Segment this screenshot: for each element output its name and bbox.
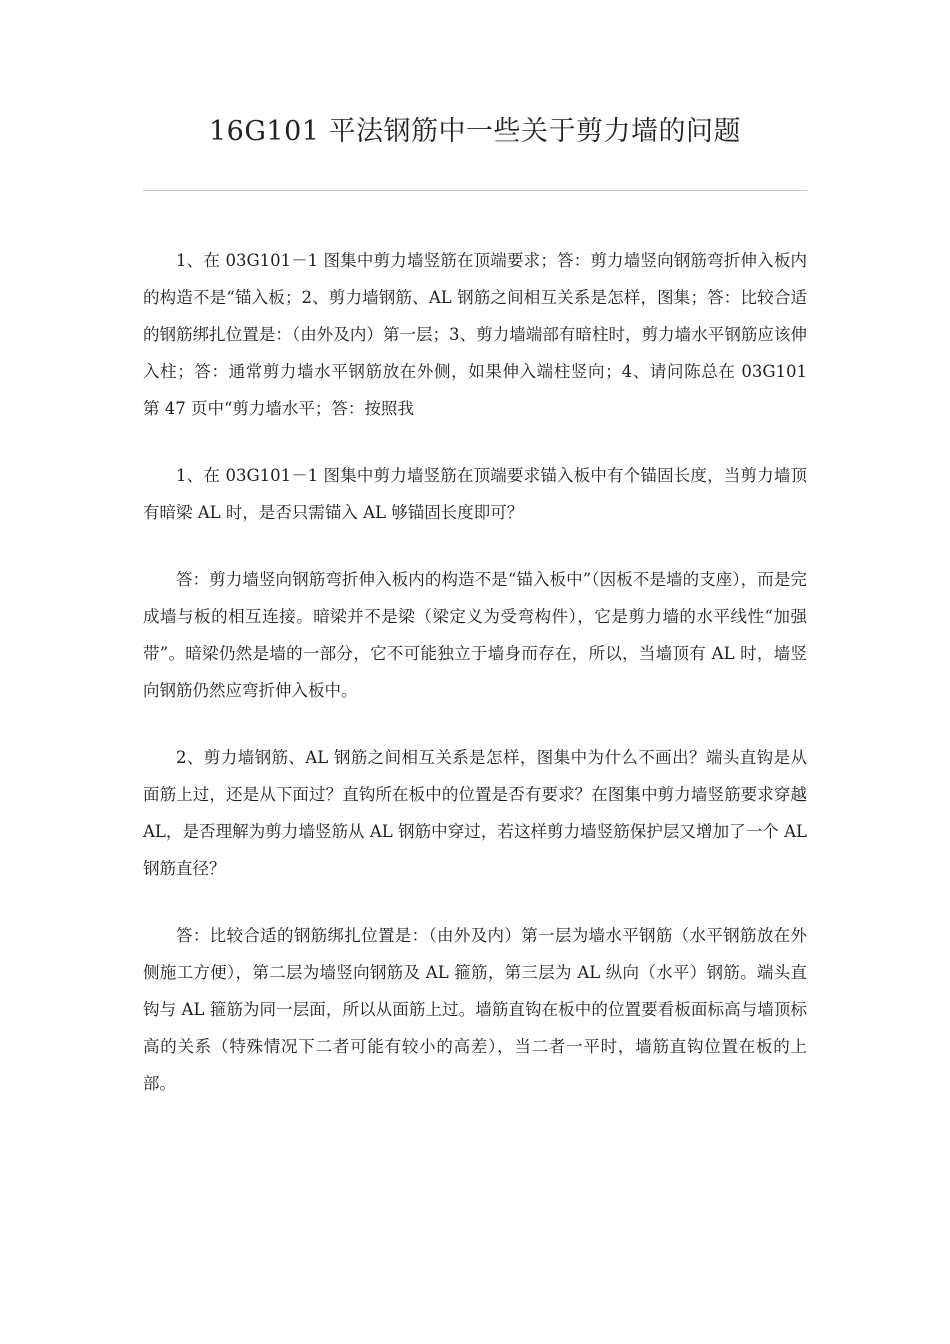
paragraph-answer-2: 答：比较合适的钢筋绑扎位置是：（由外及内）第一层为墙水平钢筋（水平钢筋放在外侧施工方便），第二层为墙竖向钢筋及 AL 箍筋，第三层为 AL 纵向（水平）钢筋。端头直钩与 AL 箍筋为同一层面，所以从面筋上过。墙筋直钩在板中的位置要看板面标高与墙顶标高的关系（特殊情况下二者可能有较小的高差），当二者一平时，墙筋直钩位置在板的上部。 [143,926,807,1093]
paragraph-answer-1: 答：剪力墙竖向钢筋弯折伸入板内的构造不是“锚入板中”（因板不是墙的支座），而是完成墙与板的相互连接。暗梁并不是梁（梁定义为受弯构件），它是剪力墙的水平线性“加强带”。暗梁仍然是墙的一部分，它不可能独立于墙身而存在，所以，当墙顶有 AL 时，墙竖向钢筋仍然应弯折伸入板中。 [143,570,807,700]
document-title: 16G101 平法钢筋中一些关于剪力墙的问题 [208,116,742,147]
title-divider [143,190,807,191]
paragraph-question-2: 2、剪力墙钢筋、AL 钢筋之间相互关系是怎样，图集中为什么不画出？端头直钩是从面筋上过，还是从下面过？直钩所在板中的位置是否有要求？在图集中剪力墙竖筋要求穿越 AL，是否理解为剪力墙竖筋从 AL 钢筋中穿过，若这样剪力墙竖筋保护层又增加了一个 AL 钢筋直径？ [143,748,807,878]
paragraph-question-1: 1、在 03G101－1 图集中剪力墙竖筋在顶端要求锚入板中有个锚固长度，当剪力墙顶有暗梁 AL 时，是否只需锚入 AL 够锚固长度即可？ [143,466,807,522]
paragraph-summary: 1、在 03G101－1 图集中剪力墙竖筋在顶端要求；答：剪力墙竖向钢筋弯折伸入板内的构造不是“锚入板；2、剪力墙钢筋、AL 钢筋之间相互关系是怎样，图集；答：比较合适的钢筋绑扎位置是：（由外及内）第一层；3、剪力墙端部有暗柱时，剪力墙水平钢筋应该伸入柱；答：通常剪力墙水平钢筋放在外侧，如果伸入端柱竖向；4、请问陈总在 03G101 第 47 页中“剪力墙水平；答：按照我 [143,251,807,418]
document-body [143,242,807,1132]
